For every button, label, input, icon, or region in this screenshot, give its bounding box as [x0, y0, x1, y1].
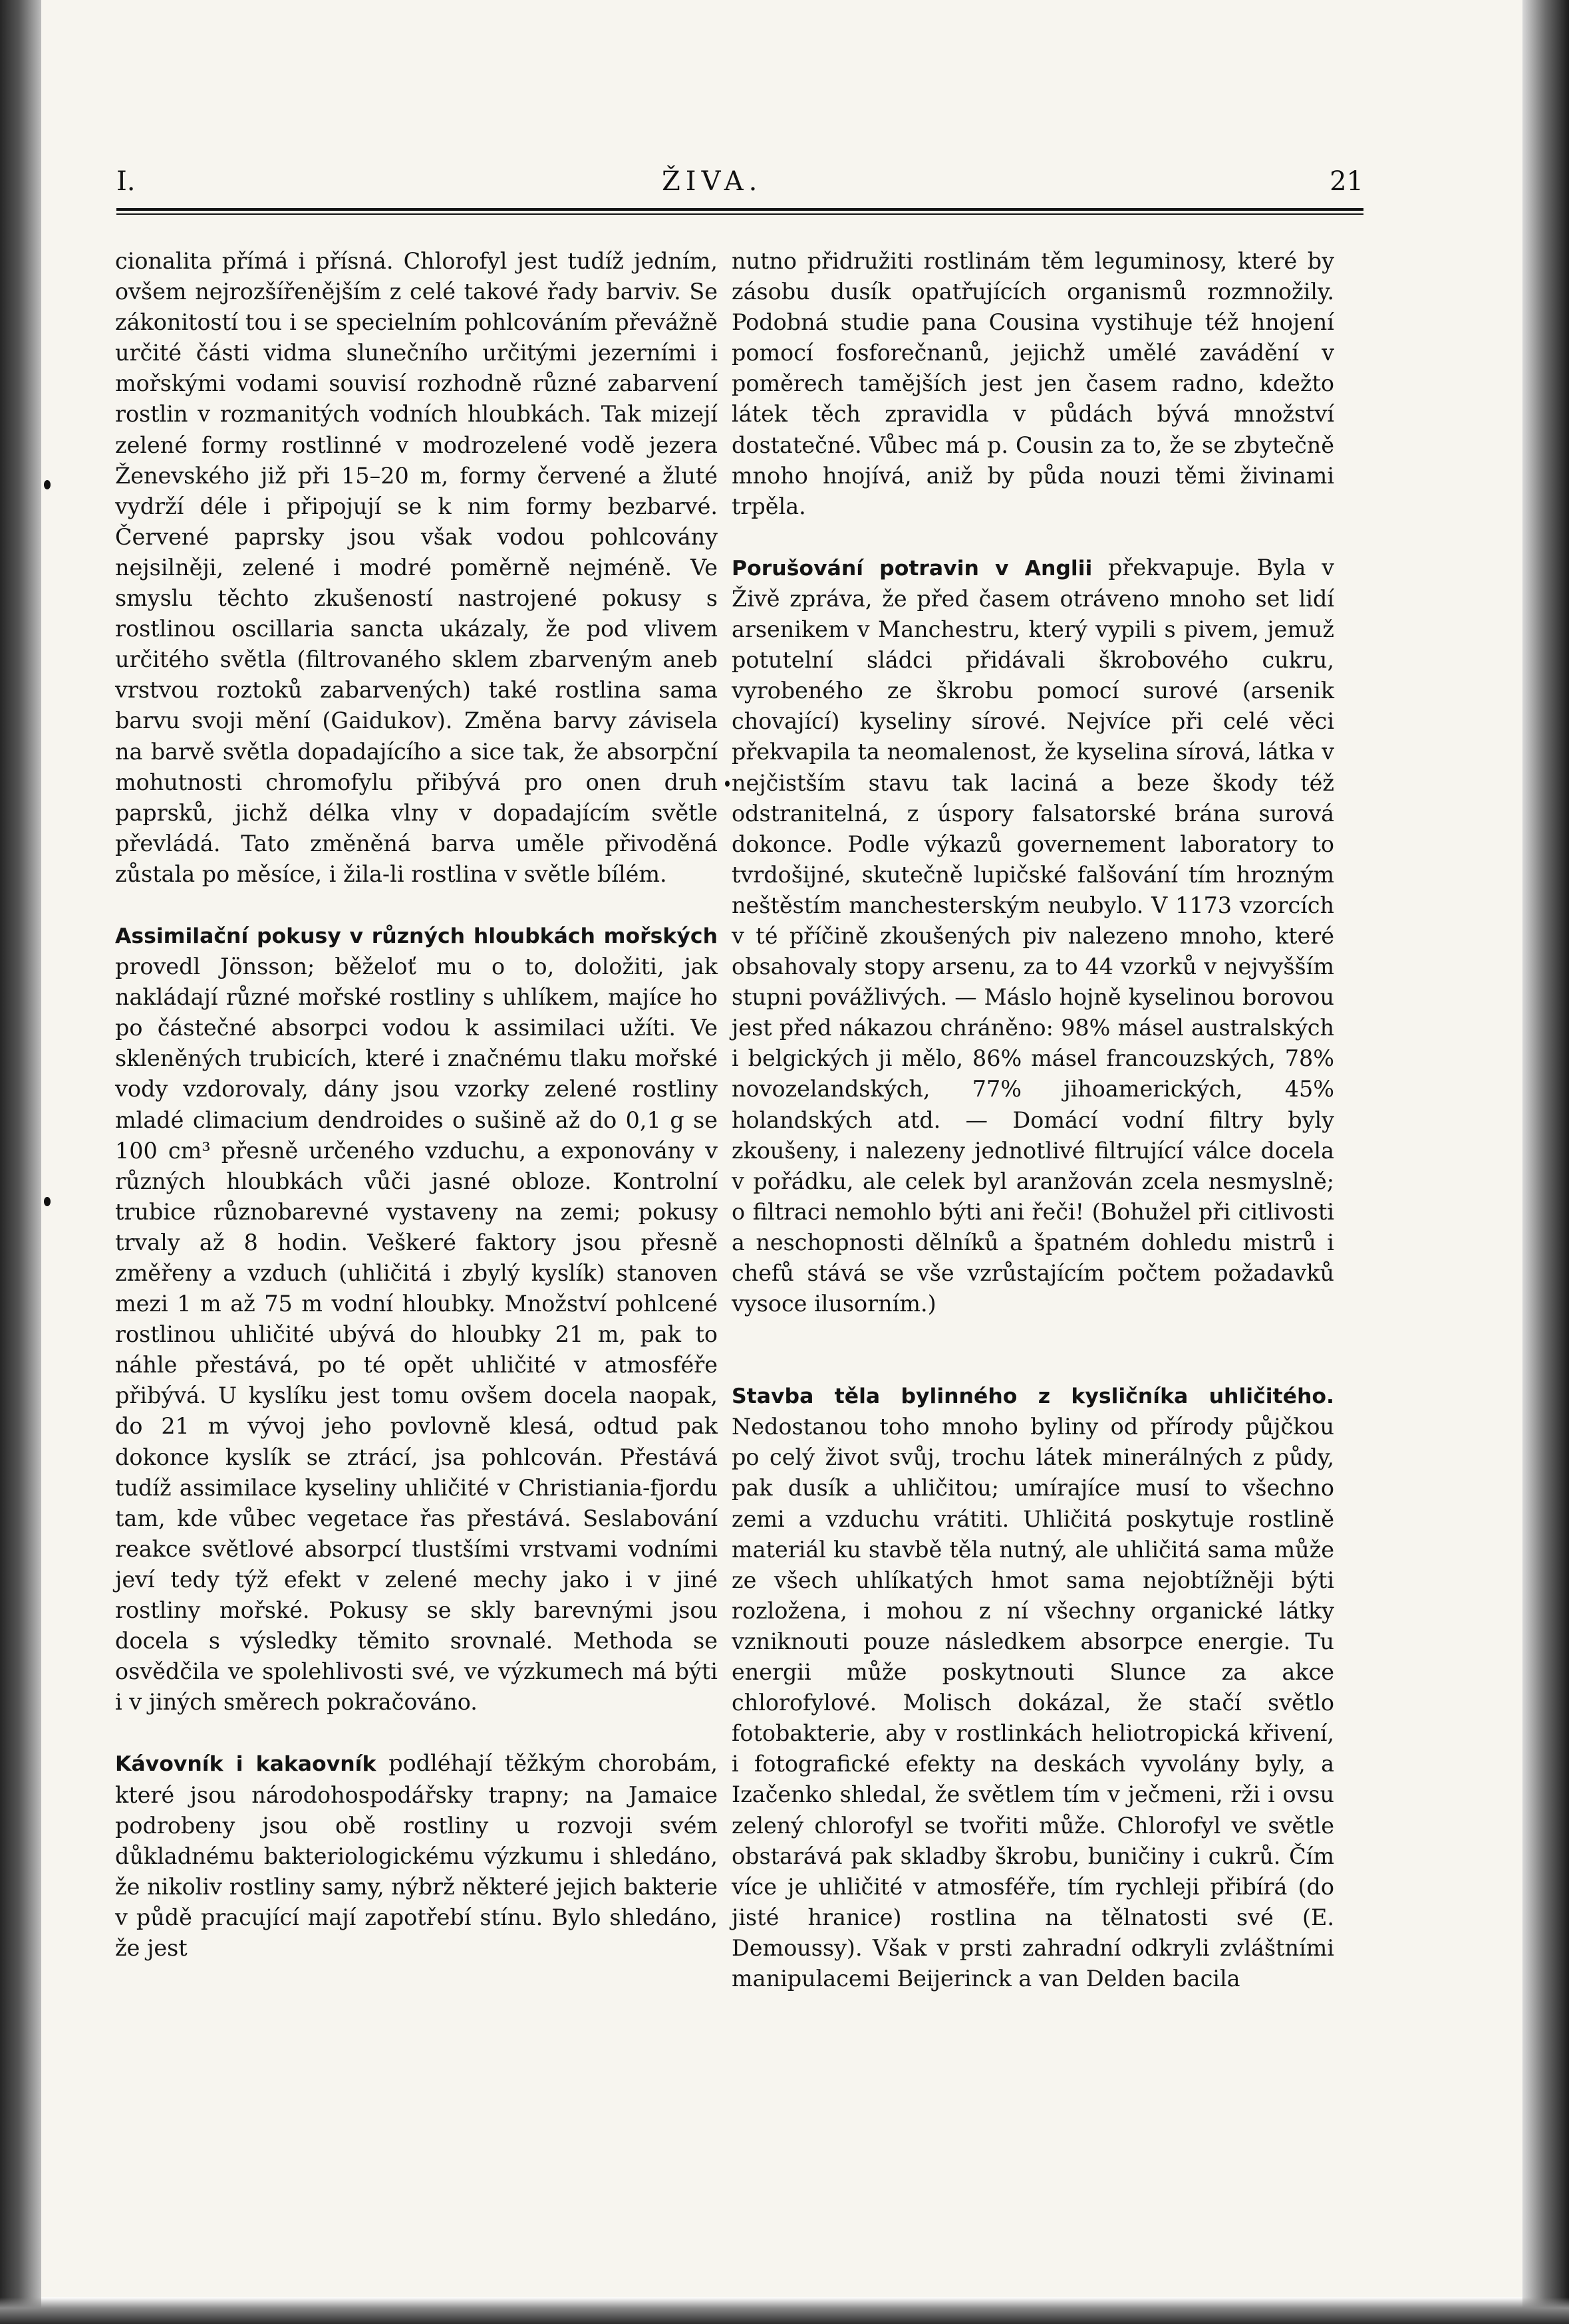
paragraph-chlorofyl-continuation: cionalita přímá i přísná. Chlorofyl jest tudíž jedním, ovšem nejrozšířenějším z celé takové řady barviv. Se zákonitostí tou i se specielním pohlcováním převážně určité části vidma slunečního určitými jezerními i mořskými vodami souvisí rozhodně různé zabarvení rostlin v rozmanitých vodních hloubkách. Tak mizejí zelené formy rostlinné v modrozelené vodě jezera Ženevského již při 15–20 m, formy červené a žluté vydrží déle i připojují se k nim formy bezbarvé. Červené paprsky jsou však vodou pohlcovány nejsilněji, zelené i modré poměrně nejméně. Ve smyslu těchto zkušeností nastrojené pokusy s rostlinou oscillaria sancta ukázaly, že pod vlivem určitého světla (filtrovaného sklem zbarveným aneb vrstvou roztoků zabarvených) také rostlina sama barvu svoji mění (Gaidukov). Změna barvy závisela na barvě světla dopadajícího a sice tak, že absorpční mohutnosti chromofylu přibývá pro onen druh paprsků, jichž délka vlny v dopadajícím světle převládá. Tato změněná barva uměle přivoděná zůstala po měsíce, i žila-li rostlina v světle bílém. [115, 248, 718, 887]
scan-edge-bottom [0, 2297, 1569, 2324]
scan-edge-right [1522, 0, 1569, 2324]
article-kavovnik-kakaovnik: Kávovník i kakaovník podléhají těžkým chorobám, které jsou národohospodářsky trapny; na Jamaice podrobeny jsou obě rostliny u rozvoji svém důkladnému bakteriologickému výzkumu i shledáno, že nikoliv rostliny samy, nýbrž některé jejich bakterie v půdě pracující mají zapotřebí stínu. Bylo shledáno, že jest [115, 1750, 718, 1961]
ink-speck [725, 781, 730, 787]
right-column [732, 246, 1334, 1994]
section-heading: Kávovník i kakaovník [115, 1752, 376, 1777]
paragraph-leguminosy-continuation: nutno přidružiti rostlinám těm leguminosy, které by zásobu dusík opatřujících organismů rozmnožily. Podobná studie pana Cousina vystihuje též hnojení pomocí fosforečnanů, jejichž umělé zavádění v poměrech tamějších jest jen časem radno, kdežto látek těch zpravidla v půdách bývá množství dostatečné. Vůbec má p. Cousin za to, že se zbytečně mnoho hnojívá, aniž by půda nouzi těmi živinami trpěla. [732, 248, 1334, 519]
article-porusovani-potravin: Porušování potravin v Anglii překvapuje. Byla v Živě zpráva, že před časem otráveno mnoho set lidí arsenikem v Manchestru, který vypili s pivem, jemuž potutelní sládci přidávali škrobového cukru, vyrobeného ze škrobu pomocí surové (arsenik chovající) kyseliny sírové. Nejvíce při celé věci překvapila ta neomalenost, že kyselina sírová, látka v nejčistším stavu tak laciná a beze škody též odstranitelná, z úspory falsatorské brána surová dokonce. Podle výkazů governement laboratory to tvrdošijné, skutečně lupičské falšování tím hrozným neštěstím manchesterským neubylo. V 1173 vzorcích v té příčině zkoušených piv nalezeno mnoho, které obsahovaly stopy arsenu, za to 44 vzorků v nejvyšším stupni povážlivých. — Máslo hojně kyselinou borovou jest před nákazou chráněno: 98% másel australských i belgických ji mělo, 86% másel francouzských, 78% novozelandských, 77% jihoamerických, 45% holandských atd. — Domácí vodní filtry byly zkoušeny, i nalezeny jednotlivé filtrující válce docela v pořádku, ale celek byl aranžován zcela nesmyslně; o filtraci nemohlo býti ani řeči! (Bohužel při citlivosti a neschopnosti dělníků a špatném dohledu mistrů i chefů stává se vše vzrůstajícím počtem požadavků vysoce ilusorním.) [732, 554, 1334, 1317]
section-heading: Stavba těla bylinného z kysličníka uhličitého. [732, 1384, 1334, 1409]
scan-edge-left [0, 0, 41, 2324]
section-heading: Assimilační pokusy v různých hloubkách mořských [115, 924, 718, 948]
issue-number: I. [116, 166, 136, 197]
article-assimilacni-pokusy: Assimilační pokusy v různých hloubkách mořských provedl Jönsson; běželoť mu o to, doložiti, jak nakládají různé mořské rostliny s uhlíkem, majíce ho po částečné absorpci vodou k assimilaci užíti. Ve skleněných trubicích, které i značnému tlaku mořské vody vzdorovaly, dány jsou vzorky zelené rostliny mladé climacium dendroides o sušině až do 0,1 g se 100 cm³ přesně určeného vzduchu, a exponovány v různých hloubkách vůči jasné obloze. Kontrolní trubice různobarevné vystaveny na zemi; pokusy trvaly až 8 hodin. Veškeré faktory jsou přesně změřeny a vzduch (uhličitá i zbylý kyslík) stanoven mezi 1 m až 75 m vodní hloubky. Množství pohlcené rostlinou uhličité ubývá do hloubky 21 m, pak to náhle přestává, po té opět uhličité v atmosféře přibývá. U kyslíku jest tomu ovšem docela naopak, do 21 m vývoj jeho povlovně klesá, odtud pak dokonce kyslík se ztrácí, jsa pohlcován. Přestává tudíž assimilace kyseliny uhličité v Christiania-fjordu tam, kde vůbec vegetace řas přestává. Seslabování reakce světlové absorpcí tlustšími vrstvami vodními jeví tedy týž efekt v zelené mechy jako i v jiné rostliny mořské. Pokusy se skly barevnými jsou docela s výsledky těmito srovnalé. Methoda se osvědčila ve spolehlivosti své, ve výzkumech má býti i v jiných směrech pokračováno. [115, 924, 718, 1716]
journal-title: ŽIVA. [662, 166, 763, 197]
article-stavba-tela-bylinneho: Stavba těla bylinného z kysličníka uhličitého. Nedostanou toho mnoho byliny od přírody půjčkou po celý život svůj, trochu látek minerálných z půdy, pak dusík a uhličitou; umírajíce musí to všechno zemi a vzduchu vrátiti. Uhličitá poskytuje rostlině materiál ku stavbě těla nutný, ale uhličitá sama může ze všech uhlíkatých hmot sama nejobtížněji býti rozložena, i mohou z ní všechny organické látky vzniknouti pouze následkem absorpce energie. Tu energii může poskytnouti Slunce za akce chlorofylové. Molisch dokázal, že stačí světlo fotobakterie, aby v rostlinkách heliotropická křivení, i fotografické efekty na deskách vyvolány byly, a Izačenko shledal, že světlem tím v ječmeni, rži i ovsu zelený chlorofyl se tvořiti může. Chlorofyl ve světle obstarává pak skladby škrobu, buničiny i cukrů. Čím více je uhličité v atmosféře, tím rychleji přibírá (do jisté hranice) rostlina na tělnatosti své (E. Demoussy). Však v prsti zahradní odkryli zvláštními manipulacemi Beijerinck a van Delden bacila [732, 1384, 1334, 1992]
section-heading: Porušování potravin v Anglii [732, 556, 1093, 581]
header-rule [116, 208, 1363, 211]
page-number: 21 [1330, 166, 1363, 197]
header-rule-thin [116, 213, 1363, 215]
margin-mark [44, 480, 51, 489]
margin-mark [44, 1197, 51, 1206]
running-header [116, 166, 1363, 206]
left-column [115, 246, 718, 1964]
